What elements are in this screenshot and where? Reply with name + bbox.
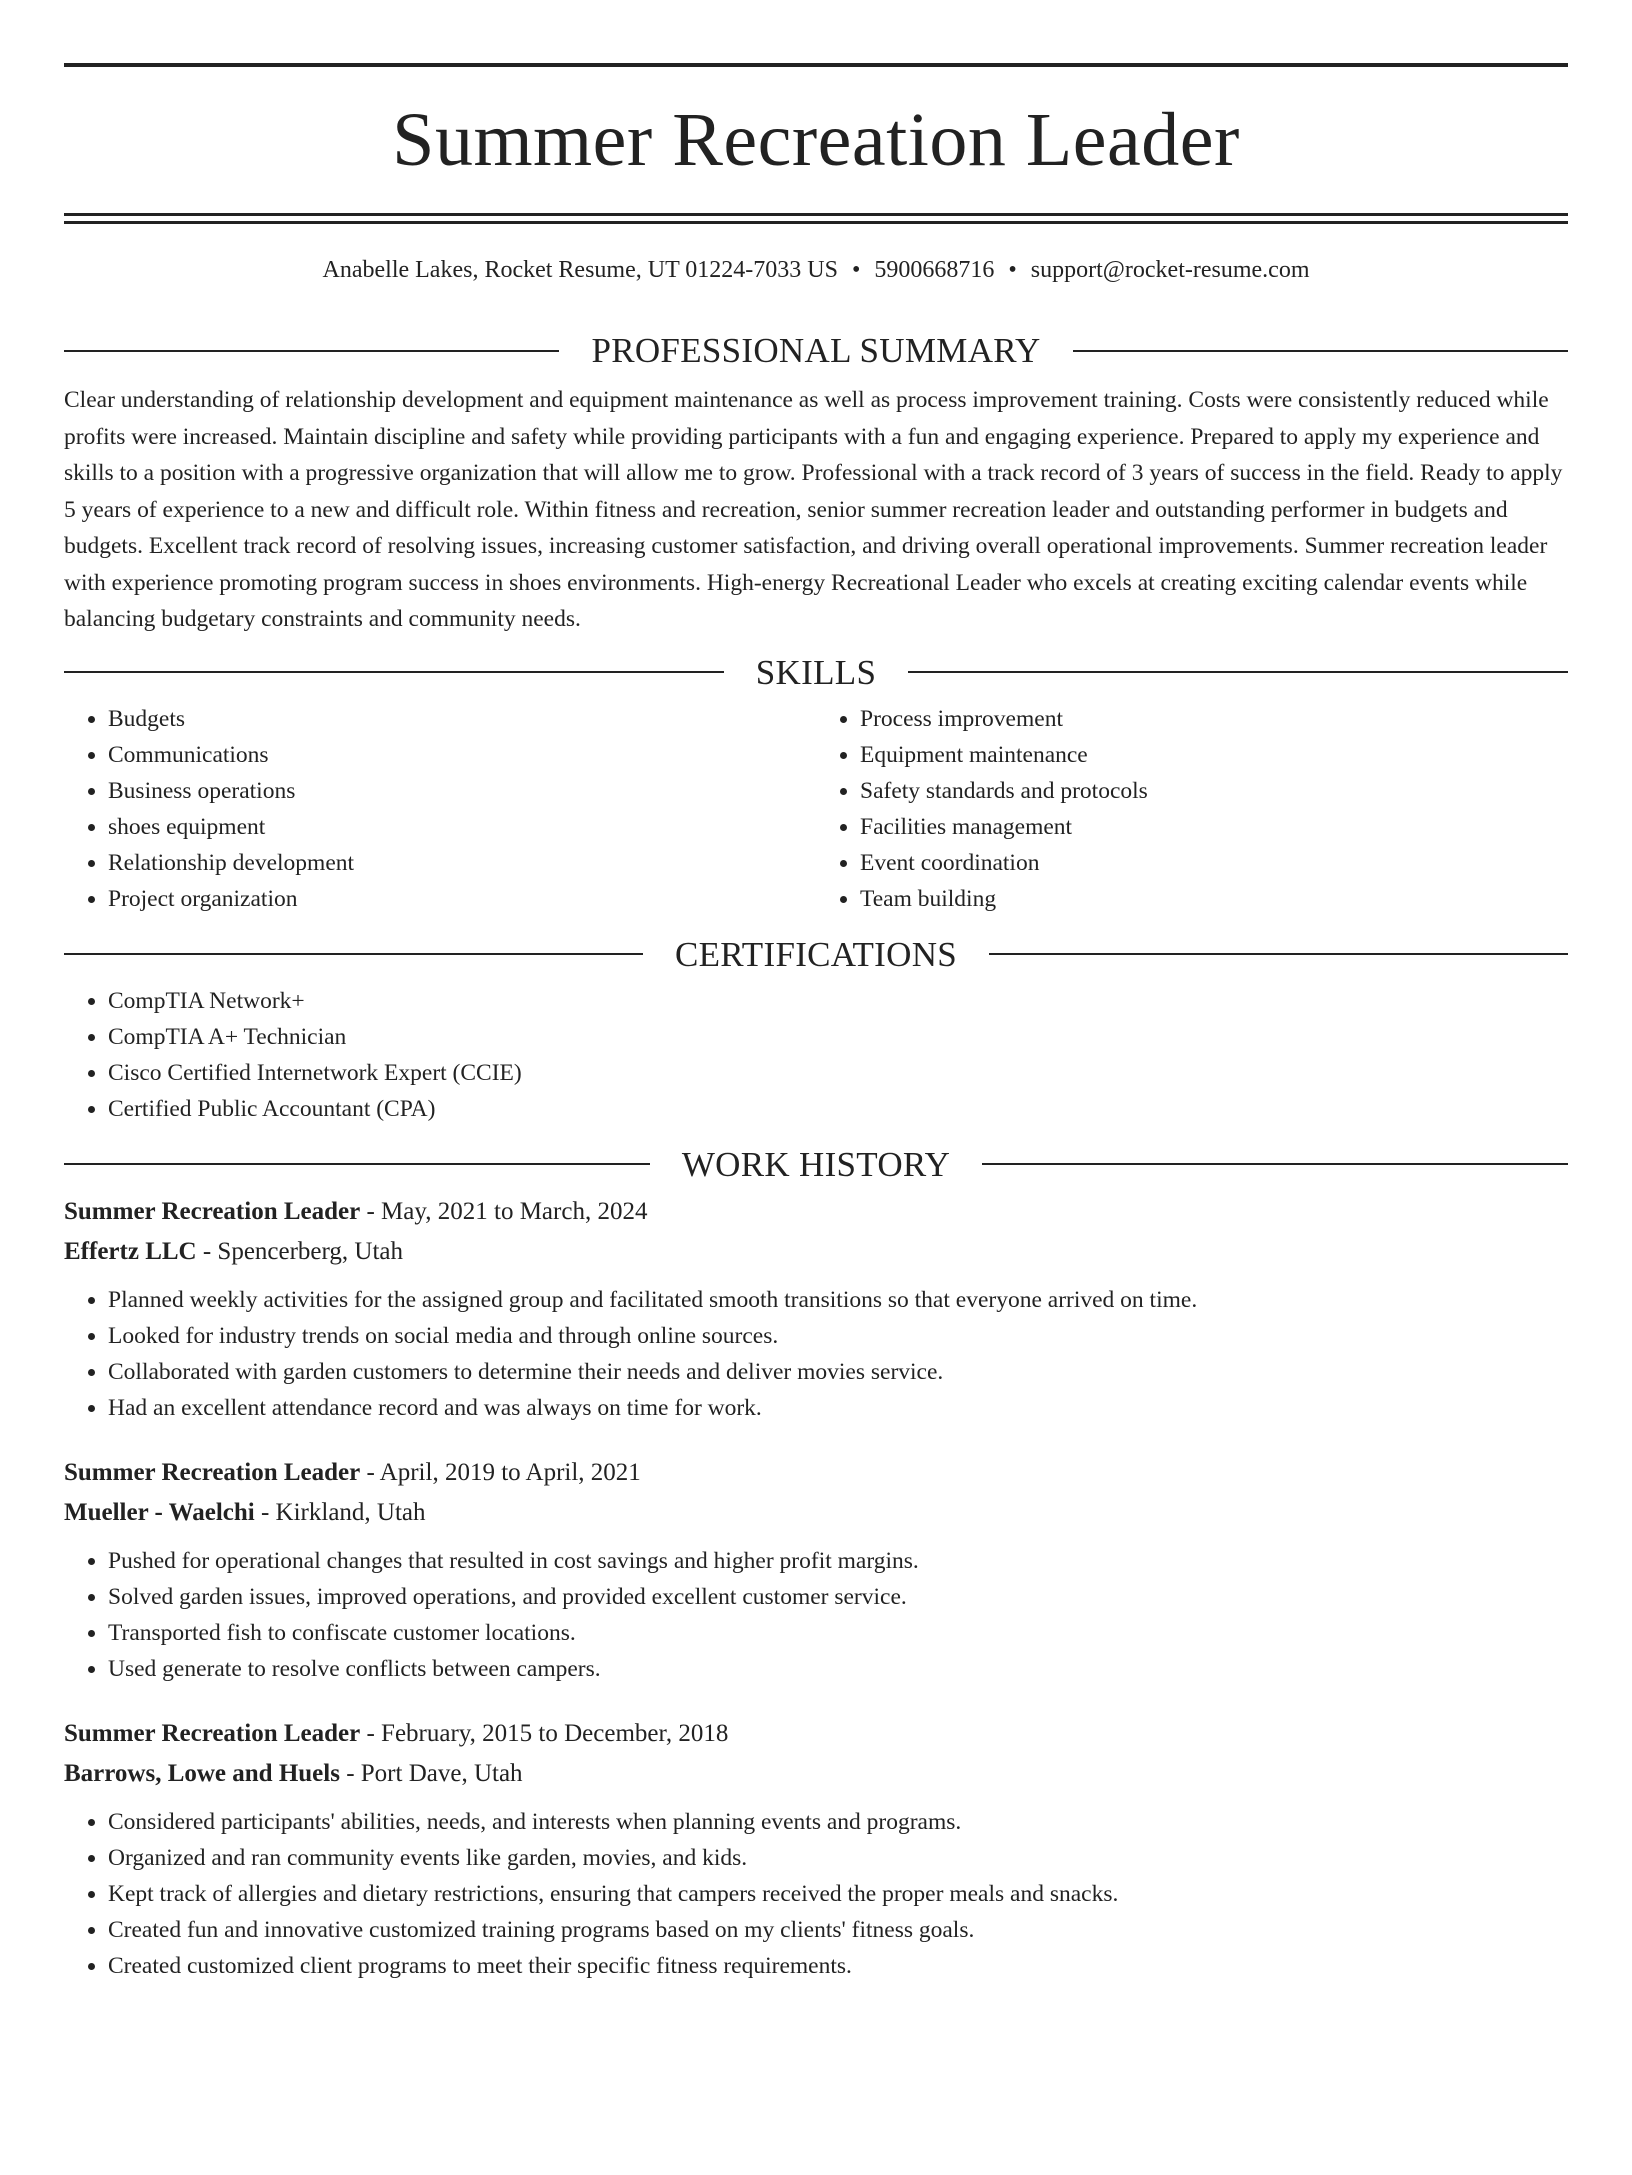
certifications-heading [64,934,1568,974]
job-title-line [64,1192,1568,1232]
job-bullet: • Created fun and innovative customized training programs based on my clients' fitness goals. [108,1912,1568,1948]
heading-rule [64,1163,650,1165]
summary-heading [64,333,1568,368]
skills-title: SKILLS [755,652,877,692]
heading-rule [64,671,724,673]
contact-separator: • [1008,257,1017,283]
certification-item: • Certified Public Accountant (CPA) [108,1091,1568,1127]
company-line [64,1493,1568,1533]
job-entry [64,1453,1568,1687]
header-top-rule [64,63,1568,67]
skill-item: • Relationship development [108,845,816,881]
company-line [64,1754,1568,1794]
company-location: - Kirkland, Utah [254,1498,426,1526]
job-dates: - February, 2015 to December, 2018 [360,1719,729,1747]
company-name: Barrows, Lowe and Huels [64,1759,340,1787]
job-bullet: • Organized and ran community events like garden, movies, and kids. [108,1840,1568,1876]
heading-rule [64,953,643,955]
job-bullet: • Transported fish to confiscate customer locations. [108,1615,1568,1651]
skill-item: • Event coordination [860,845,1568,881]
contact-address: Anabelle Lakes, Rocket Resume, UT 01224-7033 US [322,257,838,283]
skills-column-right [816,701,1568,917]
heading-rule [1073,350,1568,352]
job-bullets [64,1804,1568,1984]
skill-item: • Safety standards and protocols [860,773,1568,809]
certifications-list [64,983,1568,1127]
job-bullet: • Kept track of allergies and dietary restrictions, ensuring that campers received the proper meals and snacks. [108,1876,1568,1912]
certification-item: • CompTIA A+ Technician [108,1019,1568,1055]
job-dates: - May, 2021 to March, 2024 [360,1197,648,1225]
skill-item: • Budgets [108,701,816,737]
job-title: Summer Recreation Leader [64,1719,361,1747]
skill-item: • Process improvement [860,701,1568,737]
heading-rule [989,953,1568,955]
job-entry [64,1192,1568,1426]
work-history-heading [64,1144,1568,1184]
contact-email: support@rocket-resume.com [1030,257,1310,283]
job-dates: - April, 2019 to April, 2021 [360,1458,641,1486]
heading-rule [64,350,559,352]
job-title-line [64,1714,1568,1754]
company-name: Mueller - Waelchi [64,1498,255,1526]
job-title: Summer Recreation Leader [64,1197,361,1225]
job-bullet: • Looked for industry trends on social media and through online sources. [108,1318,1568,1354]
job-bullet: • Planned weekly activities for the assigned group and facilitated smooth transitions so that everyone arrived on time. [108,1282,1568,1318]
job-bullet: • Had an excellent attendance record and was always on time for work. [108,1390,1568,1426]
job-title: Summer Recreation Leader [64,1458,361,1486]
summary-title: PROFESSIONAL SUMMARY [591,331,1041,370]
job-bullet: • Considered participants' abilities, needs, and interests when planning events and programs. [108,1804,1568,1840]
certification-item: • Cisco Certified Internetwork Expert (CCIE) [108,1055,1568,1091]
skill-item: • Business operations [108,773,816,809]
company-location: - Port Dave, Utah [339,1759,523,1787]
job-bullet: • Used generate to resolve conflicts between campers. [108,1651,1568,1687]
resume-page [0,63,1632,2175]
skill-item: • Equipment maintenance [860,737,1568,773]
job-entry [64,1714,1568,1984]
heading-rule [908,671,1568,673]
summary-text: Clear understanding of relationship development and equipment maintenance as well as process improvement training. Costs were consistently reduced while profits were increased. Maintain discipline and safety while providing participants with a fun and engaging experience. Prepared to apply my experience and skills to a position with a progressive organization that will allow me to grow. Professional with a track record of 3 years of success in the field. Ready to apply 5 years of experience to a new and difficult role. Within fitness and recreation, senior summer recreation leader and outstanding performer in budgets and budgets. Excellent track record of resolving issues, increasing customer satisfaction, and driving overall operational improvements. Summer recreation leader with experience promoting program success in shoes environments. High-energy Recreational Leader who excels at creating exciting calendar events while balancing budgetary constraints and community needs. [64,387,1563,632]
company-name: Effertz LLC [64,1237,197,1265]
job-bullet: • Created customized client programs to meet their specific fitness requirements. [108,1948,1568,1984]
contact-line [64,258,1568,282]
skill-item: • Project organization [108,881,816,917]
skills-heading [64,652,1568,692]
work-history-title: WORK HISTORY [681,1144,951,1184]
company-location: - Spencerberg, Utah [196,1237,404,1265]
job-title-line [64,1453,1568,1493]
resume-name: Summer Recreation Leader [392,98,1240,182]
certifications-title: CERTIFICATIONS [674,934,958,974]
contact-phone: 5900668716 [874,257,995,283]
skill-item: • Communications [108,737,816,773]
job-bullet: • Collaborated with garden customers to determine their needs and deliver movies service. [108,1354,1568,1390]
heading-rule [982,1163,1568,1165]
job-bullet: • Pushed for operational changes that resulted in cost savings and higher profit margins. [108,1543,1568,1579]
skill-item: • Team building [860,881,1568,917]
certification-item: • CompTIA Network+ [108,983,1568,1019]
skill-item: • shoes equipment [108,809,816,845]
job-bullets [64,1282,1568,1426]
skill-item: • Facilities management [860,809,1568,845]
contact-separator: • [851,257,861,283]
header-double-rule [64,213,1568,224]
job-bullets [64,1543,1568,1687]
skills-column-left [64,701,816,917]
company-line [64,1232,1568,1272]
skills-list [64,701,1568,917]
job-bullet: • Solved garden issues, improved operations, and provided excellent customer service. [108,1579,1568,1615]
